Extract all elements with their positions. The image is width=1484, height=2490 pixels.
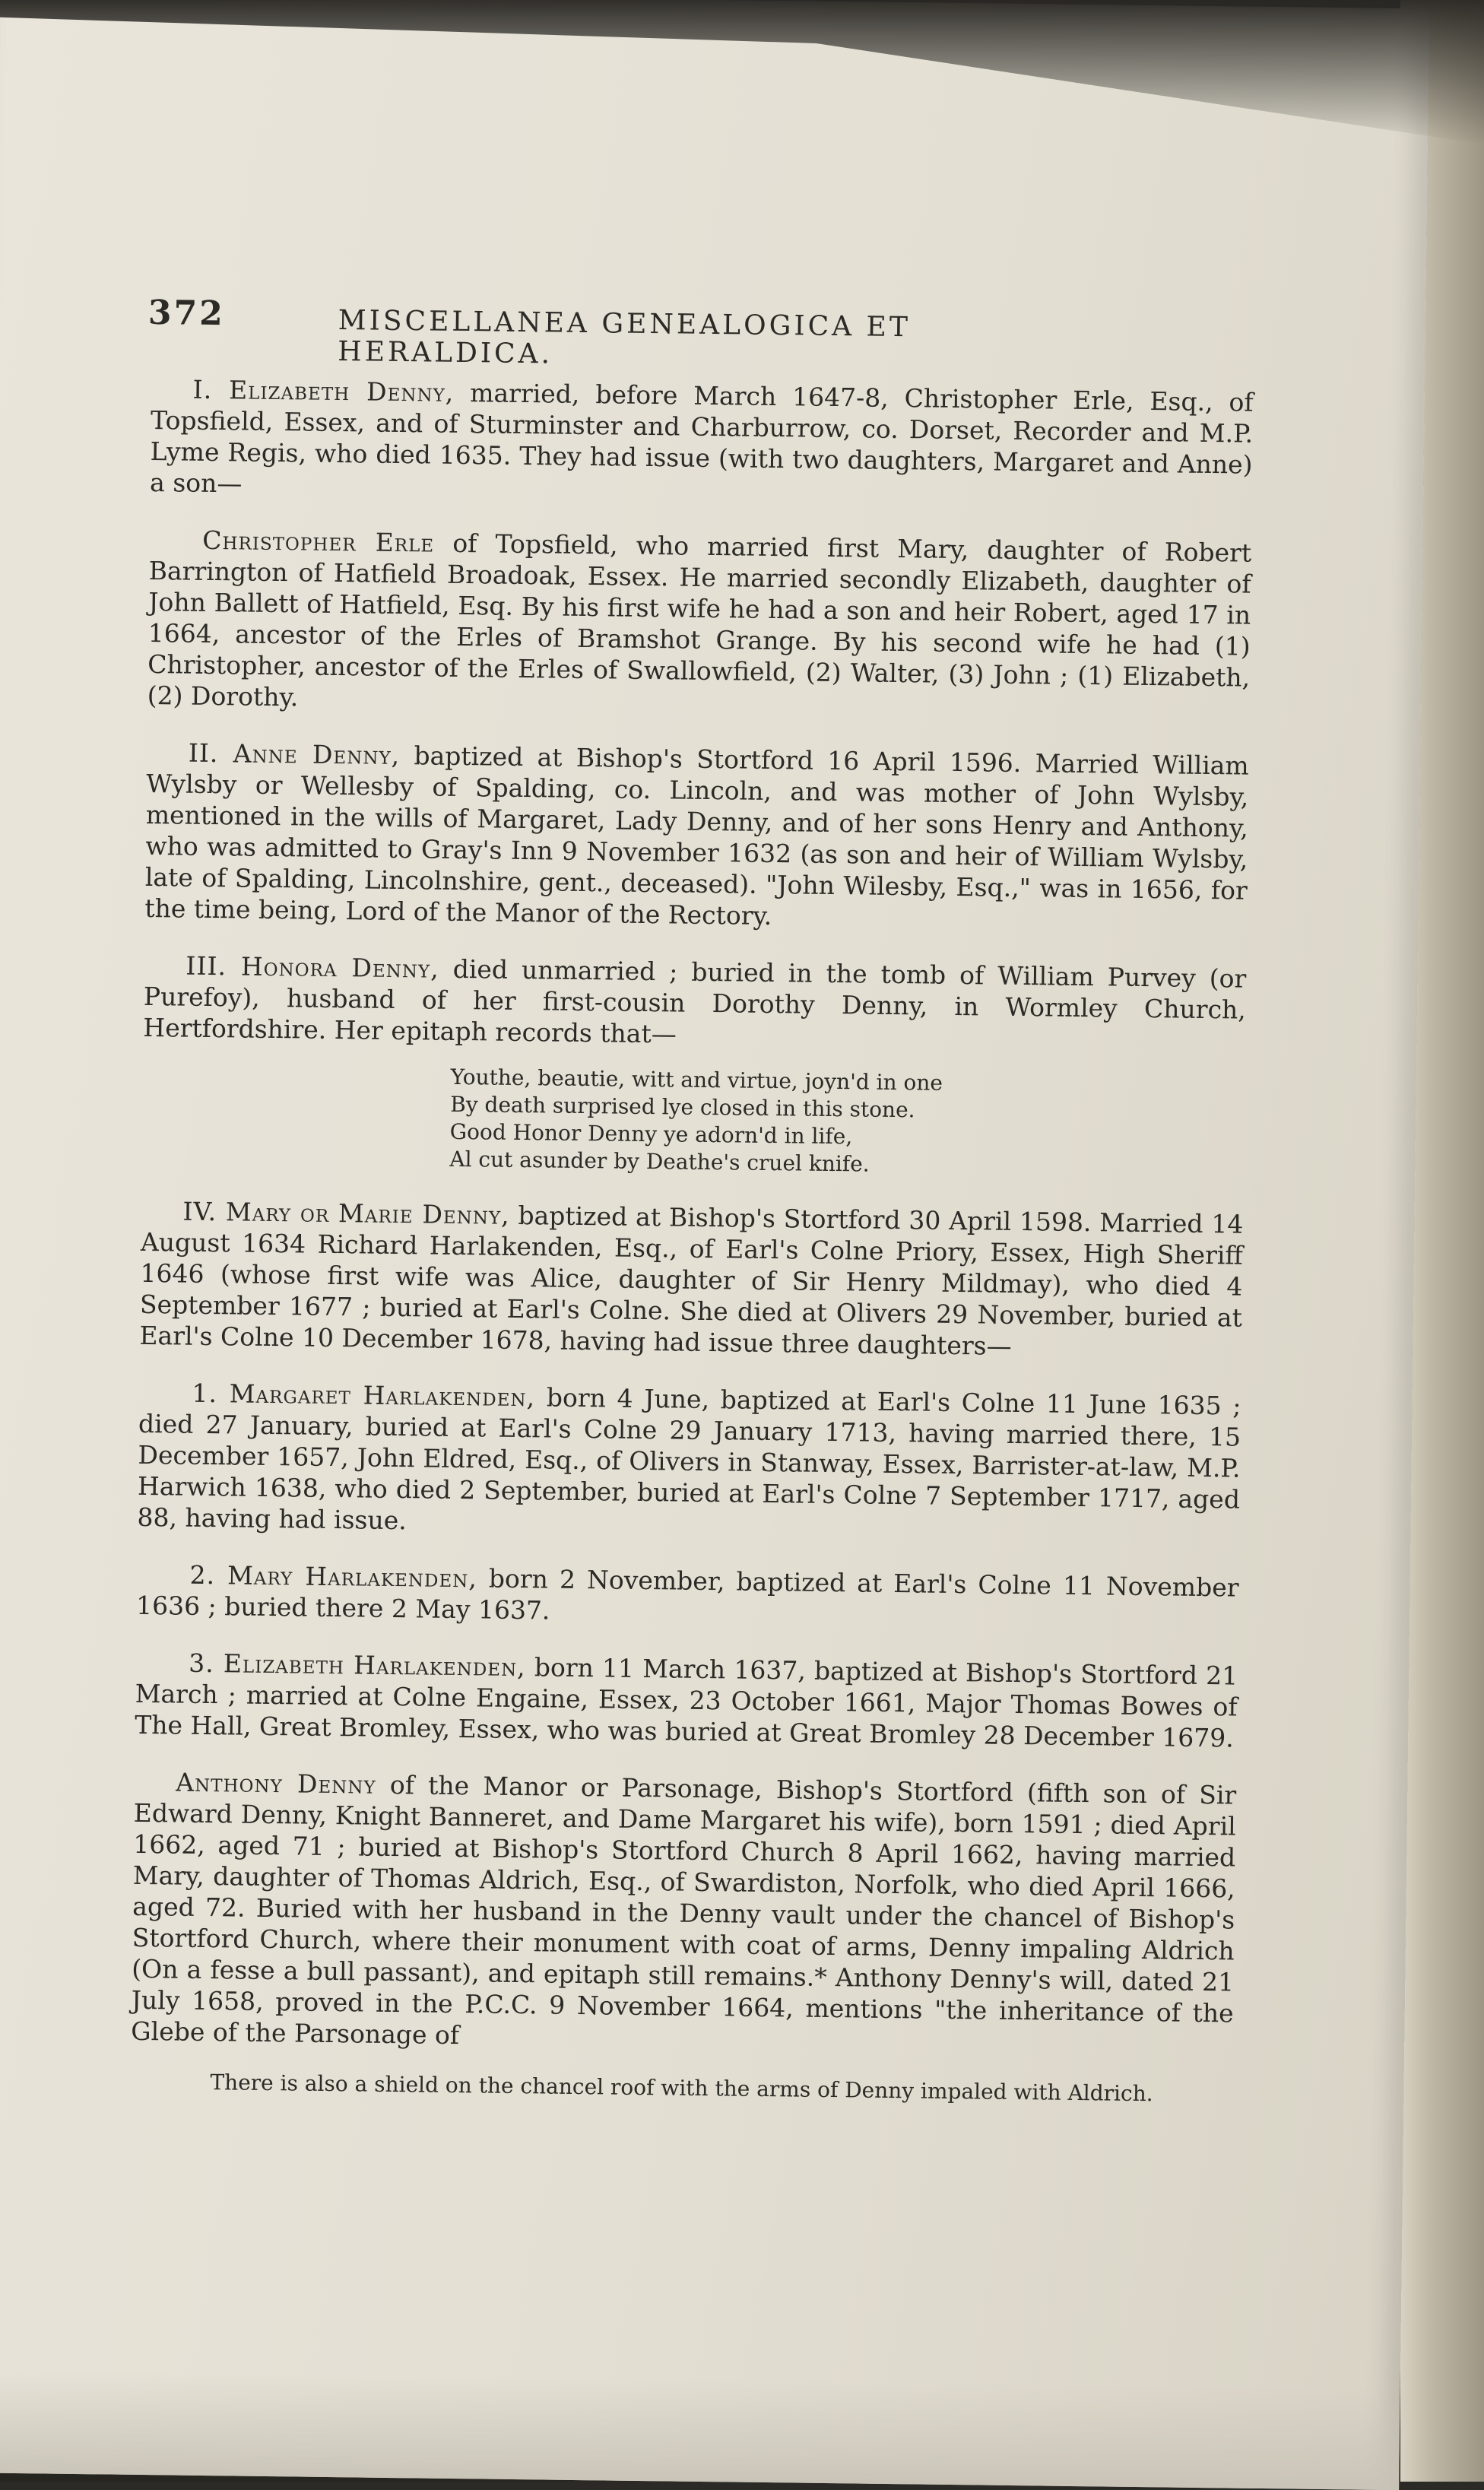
paragraph-anne-denny [144,737,1249,937]
page-bottom-shade [0,2371,1400,2490]
entry-text: born 11 March 1637, baptized at Bishop's Stortford 21 March ; married at Colne Engaine, Essex, 23 October 1661, Major Thomas Bowes of The Hall, Great Bromley, Essex, who was buried at Great Bromley 28 December 1679. [134,1652,1238,1753]
paragraph-honora-denny [143,950,1246,1057]
entry-name: 3. Elizabeth Harlakenden, [188,1648,526,1683]
paragraph-christopher-erle [147,524,1252,725]
entry-text: born 2 November, baptized at Earl's Colne 11 November 1636 ; buried there 2 May 1637. [135,1563,1239,1626]
entry-text: baptized at Bishop's Stortford 16 April 1596. Married William Wylsby or Wellesby of Spalding, co. Lincoln, and was mother of John Wylsby, mentioned in the wills of Margaret, Lady Denny, and of her sons Henry and Anthony, who was admitted to Gray's Inn 9 November 1632 (as son and heir of William Wylsby, late of Spalding, Lincolnshire, gent., deceased). "John Wilesby, Esq.," was in 1656, for the time being, Lord of the Manor of the Rectory. [144,741,1249,931]
paragraph-mary-denny [139,1195,1243,1365]
footnote: There is also a shield on the chancel roof with the arms of Denny impaled with Aldrich. [210,2070,1153,2107]
verse-line: Youthe, beautie, witt and virtue, joyn'd in one [450,1064,943,1096]
paragraph-mary-harlakenden [136,1559,1239,1635]
page-body [130,373,1254,2109]
running-head: MISCELLANEA GENEALOGICA ET HERALDICA. [338,304,912,370]
entry-name: IV. Mary or Marie Denny, [182,1196,510,1230]
entry-name: Christopher Erle [202,525,435,558]
entry-name: I. Elizabeth Denny, [192,374,455,408]
paragraph-elizabeth-harlakenden [135,1647,1238,1754]
paragraph-anthony-denny [131,1766,1236,2060]
entry-text: married, before March 1647-8, Christopher Erle, Esq., of Topsfield, Essex, and of Sturminster and Charburrow, co. Dorset, Recorder and M.P. Lyme Regis, who died 1635. They had issue (with two daughters, Margaret and Anne) a son— [149,377,1254,499]
entry-text: of the Manor or Parsonage, Bishop's Stortford (fifth son of Sir Edward Denny, Knight Banneret, and Dame Margaret his wife), born 1591 ; died April 1662, aged 71 ; buried at Bishop's Stortford Church 8 April 1662, having married Mary, daughter of Thomas Aldrich, Esq., of Swardiston, Norfolk, who died April 1666, aged 72. Buried with her husband in the Denny vault under the chancel of Bishop's Stortford Church, where their monument with coat of arms, Denny impaling Aldrich (On a fesse a bull passant), and epitaph still remains.* Anthony Denny's will, dated 21 July 1658, proved in the P.C.C. 9 November 1664, mentions "the inheritance of the Glebe of the Parsonage of [131,1769,1237,2051]
entry-name: 1. Margaret Harlakenden, [192,1378,536,1413]
entry-text: died unmarried ; buried in the tomb of William Purvey (or Purefoy), husband of her first-cousin Dorothy Denny, in Wormley Church, Hertfordshire. Her epitaph records that— [143,953,1247,1049]
paragraph-margaret-harlakenden [137,1377,1241,1546]
page-header [147,293,1091,370]
entry-text: born 4 June, baptized at Earl's Colne 11 June 1635 ; died 27 January, buried at Earl's Colne 29 January 1713, having married there, 15 December 1657, John Eldred, Esq., of Olivers in Stanway, Essex, Barrister-at-law, M.P. Harwich 1638, who died 2 September, buried at Earl's Colne 7 September 1717, aged 88, having had issue. [137,1382,1241,1536]
entry-name: III. Honora Denny, [186,950,439,984]
epitaph-verse [449,1064,1245,1183]
verse-line: By death surprised lye closed in this stone. [450,1091,915,1123]
verse-line: Al cut asunder by Deathe's cruel knife. [449,1146,870,1177]
entry-name: 2. Mary Harlakenden, [189,1559,478,1594]
page-number: 372 [147,293,226,334]
entry-name: II. Anne Denny, [188,737,401,771]
entry-text: baptized at Bishop's Stortford 30 April 1598. Married 14 August 1634 Richard Harlakenden, Esq., of Earl's Colne Priory, Essex, High Sheriff 1646 (whose first wife was Alice, daughter of Sir Henry Mildmay), who died 4 September 1677 ; buried at Earl's Colne. She died at Olivers 29 November, buried at Earl's Colne 10 December 1678, having had issue three daughters— [139,1200,1244,1361]
paragraph-elizabeth-denny [150,373,1254,512]
verse-line: Good Honor Denny ye adorn'd in life, [449,1118,853,1150]
entry-text: of Topsfield, who married first Mary, daughter of Robert Barrington of Hatfield Broadoak, Essex. He married secondly Elizabeth, daughter of John Ballett of Hatfield, Esq. By his first wife he had a son and heir Robert, aged 17 in 1664, ancestor of the Erles of Bramshot Grange. By his second wife he had (1) Christopher, ancestor of the Erles of Swallowfield, (2) Walter, (3) John ; (1) Elizabeth, (2) Dorothy. [147,528,1252,712]
entry-name: Anthony Denny [176,1767,376,1800]
